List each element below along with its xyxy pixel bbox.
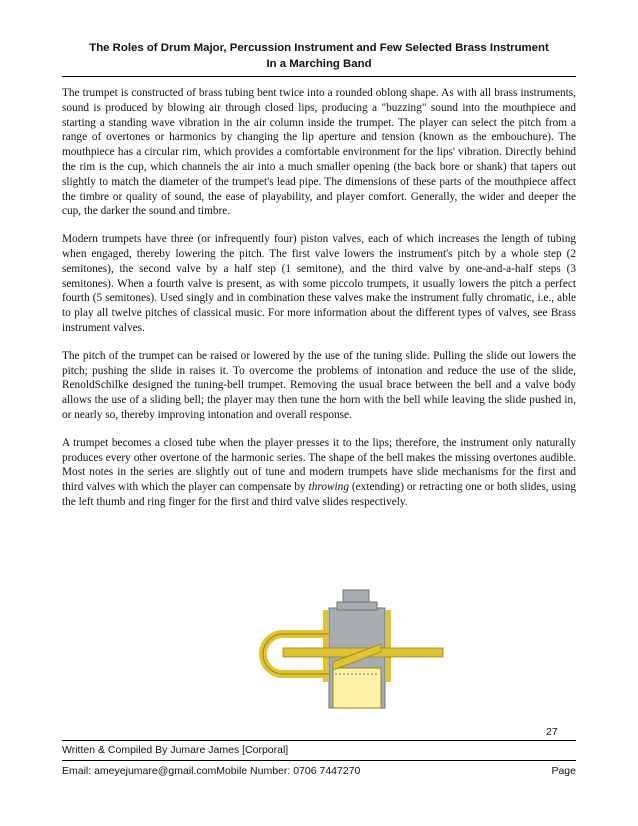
paragraph-piston-valves: Modern trumpets have three (or infrequently four) piston valves, each of which increases the length of tubing when engaged, thereby lowering the pitch. The first valve lowers the instrument's pitch by a whole step (2 semitones), the second valve by a half step (1 semitone), and the third valve by one-and-a-half steps (3 semitones). When a fourth valve is present, as with some piccolo trumpets, it usually lowers the pitch a perfect fourth (5 semitones). Used singly and in combination these valves make the instrument fully chromatic, i.e., able to play all twelve pitches of classical music. For more information about the different types of valves, see Brass instrument valves. (62, 233, 576, 334)
paragraph-closed-tube (62, 436, 576, 510)
valve-side-right (386, 610, 391, 682)
emphasis-throwing: throwing (308, 481, 349, 494)
paragraph-tuning-slide: The pitch of the trumpet can be raised or lowered by the use of the tuning slide. Pulling the slide out lowers the pitch; pushing the slide in raises it. To overcome the problems of intonation and reduce the use of the slide, RenoldSchilke designed the tuning-bell trumpet. Removing the usual brace between the bell and a valve body allows the use of a sliding bell; the player may then tune the horn with the bell while leaving the slide pushed in, or nearly so, thereby improving intonation and overall response. (62, 349, 576, 421)
paragraph-closed-tube-text-end: (extending) or retracting one or both slides, using the left thumb and ring finger for the first and third valve slides respectively. (62, 481, 576, 508)
footer-rule-middle (62, 760, 576, 761)
header-title-line1: The Roles of Drum Major, Percussion Instrument and Few Selected Brass Instrument (89, 42, 549, 54)
paragraph-closed-tube-text: A trumpet becomes a closed tube when the player presses it to the lips; therefore, the instrument only naturally produces every other overtone of the harmonic series. The shape of the bell makes the missing overtones audible. Most notes in the series are slightly out of tune and modern trumpets have slide mechanisms for the first and third valves with which the player can compensate by (62, 436, 576, 494)
header-rule (62, 76, 576, 77)
valve-slide-illustration (253, 588, 458, 714)
footer-rule-top (62, 740, 576, 741)
footer-contact: Email: ameyejumare@gmail.comMobile Number: 0706 7447270 (62, 765, 361, 777)
valve-cap-ring (337, 602, 377, 610)
body-text (62, 86, 576, 523)
page-header (62, 40, 576, 72)
header-title-line2: In a Marching Band (266, 58, 372, 70)
paragraph-trumpet-construction: The trumpet is constructed of brass tubing bent twice into a rounded oblong shape. As with all brass instruments, sound is produced by blowing air through closed lips, producing a "buzzing" sound into the mouthpiece and starting a standing wave vibration in the air column inside the trumpet. The player can select the pitch from a range of overtones or harmonics by changing the lip aperture and tension (known as the embouchure). The mouthpiece has a circular rim, which provides a comfortable environment for the lips' vibration. Directly behind the rim is the cup, which channels the air into a much smaller opening (the back bore or shank) that tapers out slightly to match the diameter of the trumpet's lead pipe. The dimensions of these parts of the mouthpiece affect the timbre or quality of sound, the ease of playability, and player comfort. Generally, the wider and deeper the cup, the darker the sound and timbre. (62, 87, 576, 218)
footer-author: Written & Compiled By Jumare James [Corporal] (62, 744, 289, 756)
valve-slide-figure (253, 588, 458, 714)
footer-page-label: Page (551, 765, 576, 777)
footer-contact-row (62, 765, 576, 777)
page-number: 27 (546, 726, 558, 738)
